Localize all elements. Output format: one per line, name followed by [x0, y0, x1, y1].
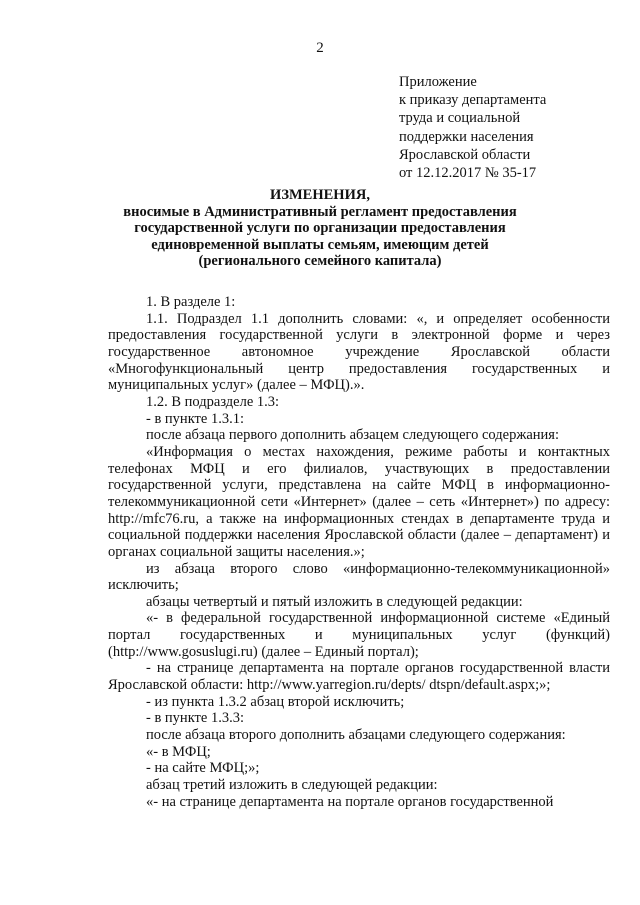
body-paragraph: абзацы четвертый и пятый изложить в следующей редакции: [146, 593, 523, 610]
body-paragraph: - в пункте 1.3.1: [146, 410, 244, 427]
body-paragraph: - в пункте 1.3.3: [146, 710, 244, 727]
document-body [108, 294, 610, 810]
title-line: единовременной выплаты семьям, имеющим детей [151, 236, 489, 253]
body-paragraph: после абзаца второго дополнить абзацами следующего содержания: [146, 727, 566, 744]
document-title [60, 187, 580, 270]
body-paragraph: - из пункта 1.3.2 абзац второй исключить; [146, 693, 405, 710]
body-paragraph: «- в МФЦ; [146, 743, 211, 760]
body-paragraph: - на странице департамента на портале органов государственной власти Ярославской области: http://www.yarregion.ru/depts/ dtspn/default.aspx;»; [108, 660, 610, 694]
appendix-line: поддержки населения [399, 128, 534, 145]
body-paragraph: после абзаца первого дополнить абзацем следующего содержания: [146, 427, 559, 444]
appendix-line: Приложение [399, 74, 477, 90]
title-line: государственной услуги по организации предоставления [134, 220, 506, 237]
page-number: 2 [316, 40, 324, 56]
title-line: вносимые в Административный регламент предоставления [123, 203, 517, 220]
body-paragraph: 1.2. В подразделе 1.3: [146, 393, 280, 410]
body-paragraph: абзац третий изложить в следующей редакции: [146, 777, 438, 794]
title-line: (регионального семейного капитала) [198, 253, 442, 270]
body-paragraph: «Информация о местах нахождения, режиме работы и контактных телефонах МФЦ и его филиалов, участвующих в предоставлении государственной услуги, представлена на сайте МФЦ в информационно-телекоммуникационной сети «Интернет» (далее – сеть «Интернет») по адресу: http://mfc76.ru, а также на информационных стендах в департаменте труда и социальной поддержки населения Ярославской области (далее – департамент) и органах социальной защиты населения.»; [108, 443, 610, 560]
body-paragraph: из абзаца второго слово «информационно-телекоммуникационной» исключить; [108, 560, 610, 594]
body-paragraph: 1. В разделе 1: [146, 294, 236, 310]
body-paragraph: «- в федеральной государственной информационной системе «Единый портал государственных и муниципальных услуг (функций) (http://www.gosuslugi.ru) (далее – Единый портал); [108, 610, 610, 660]
body-paragraph: 1.1. Подраздел 1.1 дополнить словами: «, и определяет особенности предоставления государственной услуги в электронной форме и через государственное автономное учреждение Ярославской области «Многофункциональный центр предоставления государственных и муниципальных услуг» (далее – МФЦ).». [108, 310, 610, 394]
appendix-block [399, 73, 546, 182]
body-paragraph: - на сайте МФЦ;»; [146, 760, 260, 777]
appendix-line: труда и социальной [399, 110, 521, 127]
title-line: ИЗМЕНЕНИЯ, [270, 187, 370, 203]
appendix-line: Ярославской области [399, 146, 531, 163]
appendix-line: от 12.12.2017 № 35-17 [399, 164, 537, 181]
body-paragraph: «- на странице департамента на портале органов государственной [146, 793, 554, 810]
appendix-line: к приказу департамента [399, 92, 547, 109]
